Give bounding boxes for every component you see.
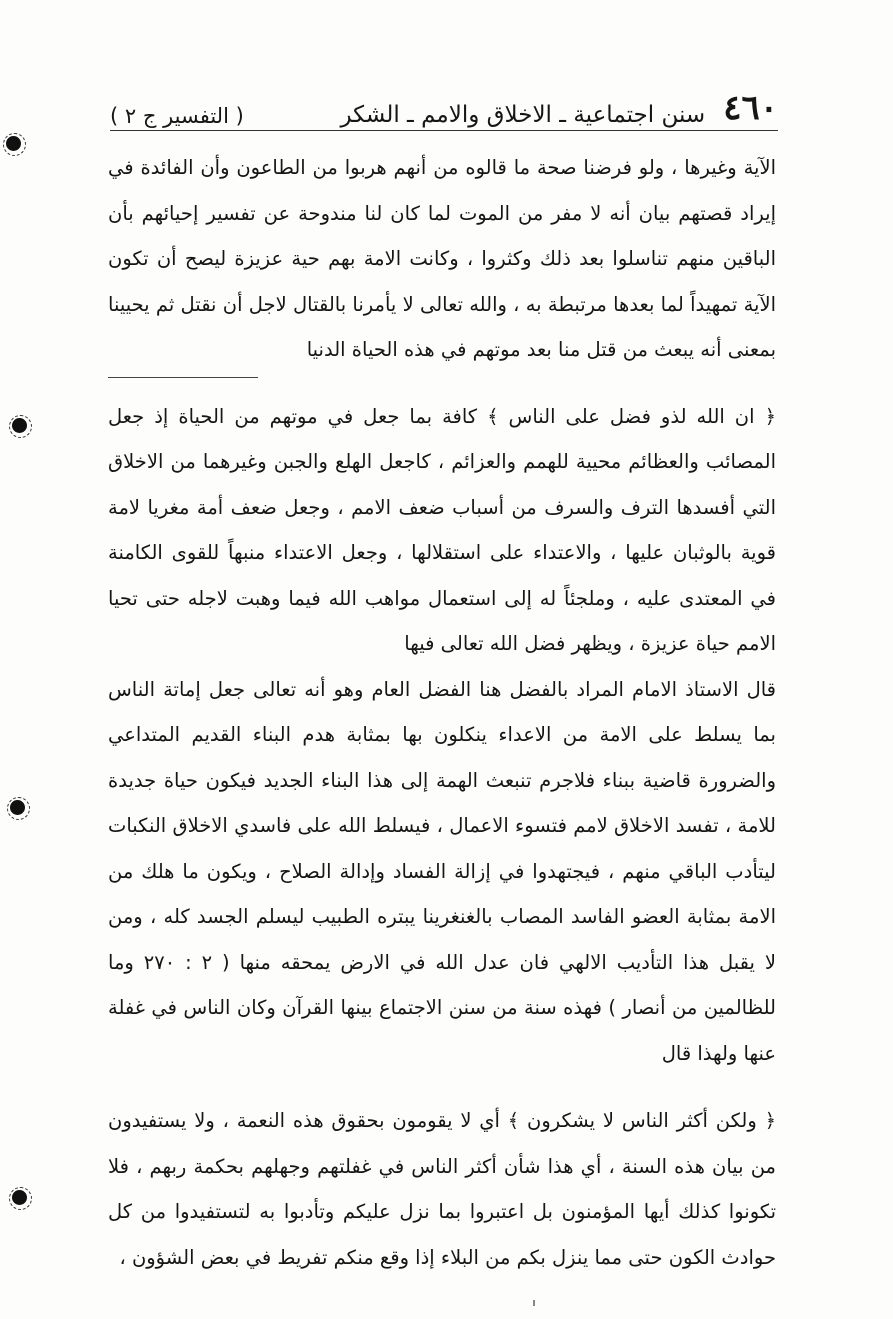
binding-hole-mark <box>6 136 21 151</box>
running-head: سنن اجتماعية ـ الاخلاق والامم ـ الشكر <box>340 102 706 128</box>
paragraph-1: الآية وغيرها ، ولو فرضنا صحة ما قالوه من أنهم هربوا من الطاعون وأن الفائدة في إيراد قصتهم بيان أنه لا مفر من الموت لما كان لنا مندوحة عن تفسير إحيائهم بأن الباقين منهم تناسلوا بعد ذلك وكثروا ، وكانت الامة بهم حية عزيزة ليصح أن تكون الآية تمهيداً لما بعدها مرتبطة به ، والله تعالى لا يأمرنا بالقتال لاجل أن نقتل ثم يحيينا بمعنى أنه يبعث من قتل منا بعد موتهم في هذه الحياة الدنيا <box>108 156 776 361</box>
body-text <box>108 145 776 1280</box>
binding-hole-mark <box>10 800 25 815</box>
paragraph-3: قال الاستاذ الامام المراد بالفضل هنا الفضل العام وهو أنه تعالى جعل إماتة الناس بما يسلط على الامة من الاعداء ينكلون بها بمثابة هدم البناء القديم المتداعي والضرورة قاضية ببناء فلاجرم تنبعث الهمة إلى هذا البناء الجديد فيكون حياة جديدة للامة ، تفسد الاخلاق لامم فتسوء الاعمال ، فيسلط الله على فاسدي الاخلاق النكبات ليتأدب الباقي منهم ، فيجتهدوا في إزالة الفساد وإدالة الصلاح ، ويكون ما هلك من الامة بمثابة العضو الفاسد المصاب بالغنغرينا يبتره الطبيب ليسلم الجسد كله ، ومن لا يقبل هذا التأديب الالهي فان عدل الله في الارض يمحقه منها ( ٢ : ٢٧٠ وما للظالمين من أنصار ) فهذه سنة من سنن الاجتماع بينها القرآن وكان الناس في غفلة عنها ولهذا قال <box>108 677 776 1065</box>
page-header <box>110 84 778 128</box>
paragraph-2: ﴿ ان الله لذو فضل على الناس ﴾ كافة بما جعل في موتهم من الحياة إذ جعل المصائب والعظائم محيية للهمم والعزائم ، كاجعل الهلع والجبن وغيرهما من الاخلاق التي أفسدها الترف والسرف من أسباب ضعف الامم ، وجعل ضعف أمة مغريا لامة قوية بالوثبان عليها ، والاعتداء على استقلالها ، وجعل الاعتداء منبهاً للقوى الكامنة في المعتدى عليه ، وملجئاً له إلى استعمال مواهب الله فيما وهبت لاجله حتى تحيا الامم حياة عزيزة ، ويظهر فضل الله تعالى فيها <box>108 404 776 655</box>
page-number: ٤٦٠ <box>723 88 778 128</box>
header-rule <box>110 130 778 131</box>
binding-hole-mark <box>12 418 27 433</box>
scan-speck <box>533 1300 535 1306</box>
binding-hole-mark <box>12 1190 27 1205</box>
section-separator <box>108 377 258 378</box>
paragraph-4: ﴿ ولكن أكثر الناس لا يشكرون ﴾ أي لا يقومون بحقوق هذه النعمة ، ولا يستفيدون من بيان هذه السنة ، أي هذا شأن أكثر الناس في غفلتهم وجهلهم بحكمة ربهم ، فلا تكونوا كذلك أيها المؤمنون بل اعتبروا بما نزل عليكم وتأدبوا به لتستفيدوا من كل حوادث الكون حتى مما ينزل بكم من البلاء إذا وقع منكم تفريط في بعض الشؤون ، <box>108 1109 776 1269</box>
volume-label: ( التفسير ج ٢ ) <box>110 104 244 128</box>
